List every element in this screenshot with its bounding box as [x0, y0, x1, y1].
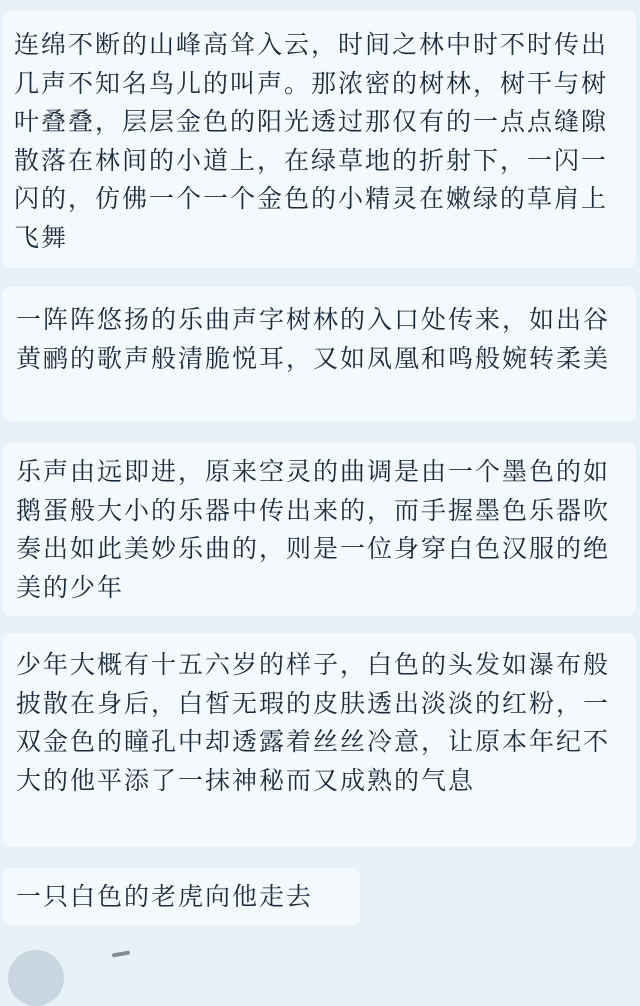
message-bubble[interactable]: 一阵阵悠扬的乐曲声字树林的入口处传来，如出谷黄鹂的歌声般清脆悦耳，又如凤凰和鸣般婉转柔美 [2, 287, 636, 421]
message-bubble[interactable]: 少年大概有十五六岁的样子，白色的头发如瀑布般披散在身后，白皙无瑕的皮肤透出淡淡的红粉，一双金色的瞳孔中却透露着丝丝冷意，让原本年纪不大的他平添了一抹神秘而又成熟的气息 [2, 633, 636, 847]
avatar[interactable] [8, 950, 64, 1006]
message-bubble[interactable]: 连绵不断的山峰高耸入云，时间之林中时不时传出几声不知名鸟儿的叫声。那浓密的树林，树干与树叶叠叠，层层金色的阳光透过那仅有的一点点缝隙散落在林间的小道上，在绿草地的折射下，一闪一闪的，仿佛一个一个金色的小精灵在嫩绿的草肩上飞舞 [2, 10, 636, 268]
sender-name-fragment [112, 950, 130, 957]
message-bubble[interactable]: 一只白色的老虎向他走去 [2, 868, 360, 926]
message-bubble[interactable]: 乐声由远即进，原来空灵的曲调是由一个墨色的如鹅蛋般大小的乐器中传出来的，而手握墨色乐器吹奏出如此美妙乐曲的，则是一位身穿白色汉服的绝美的少年 [2, 442, 636, 616]
